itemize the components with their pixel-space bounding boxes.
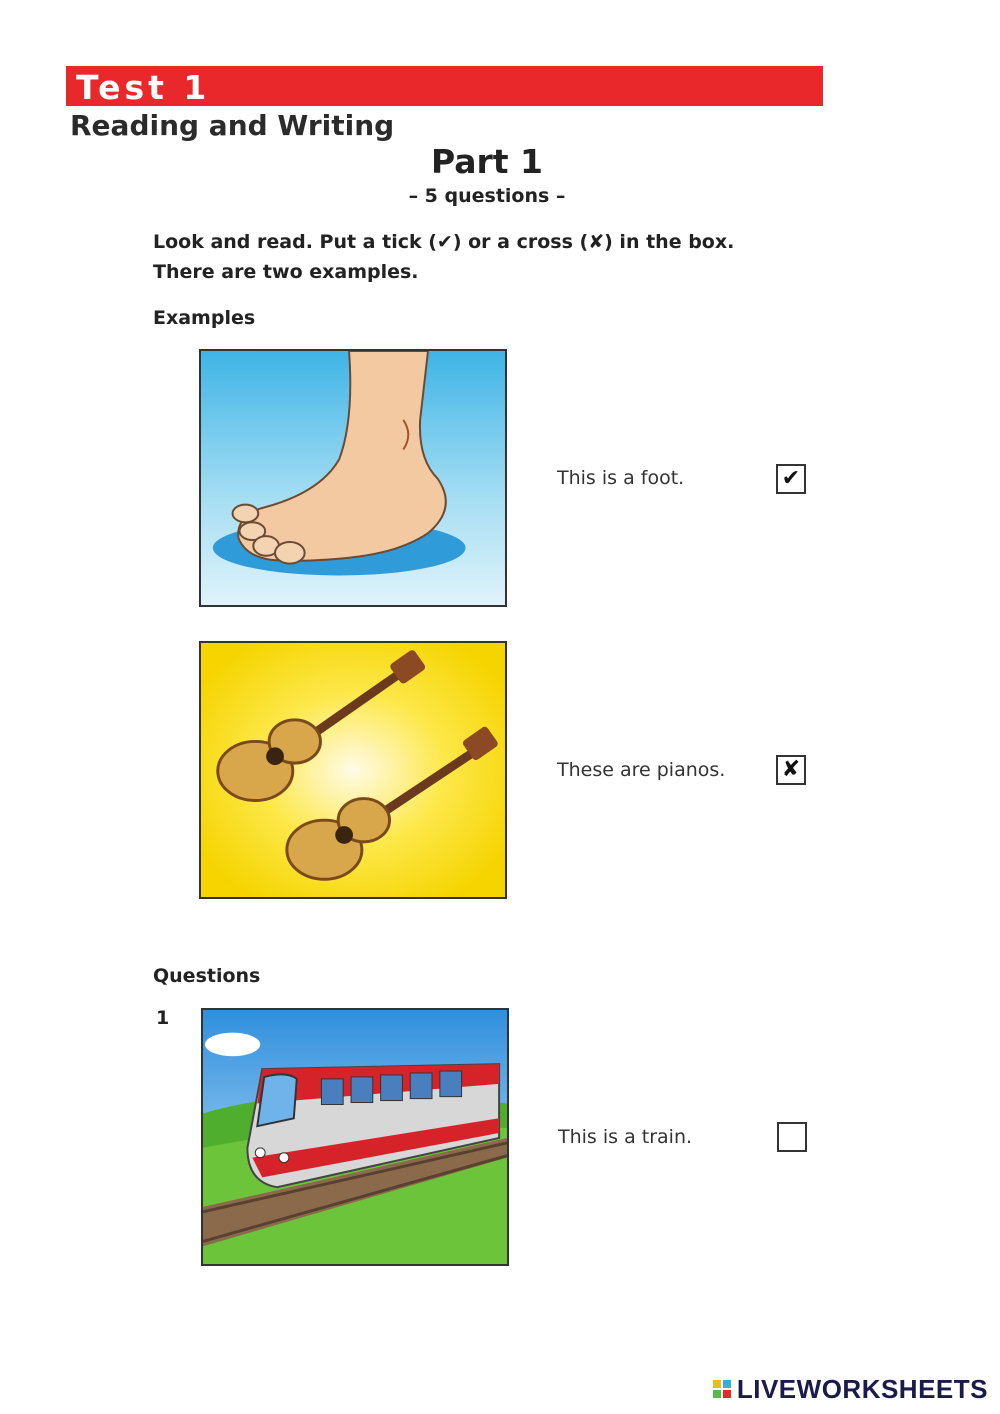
foot-picture xyxy=(199,349,507,607)
banner-title: Test 1 xyxy=(76,68,211,107)
instruction-line-2: There are two examples. xyxy=(153,261,419,283)
liveworksheets-logo xyxy=(713,1372,988,1406)
part-title: Part 1 xyxy=(430,142,544,181)
example-2-answer-box[interactable]: ✘ xyxy=(776,755,806,785)
train-picture xyxy=(201,1008,509,1266)
section-subtitle: Reading and Writing xyxy=(70,109,395,142)
example-1-sentence: This is a foot. xyxy=(557,467,685,489)
questions-heading: Questions xyxy=(153,965,261,987)
example-1-answer-box[interactable]: ✔ xyxy=(776,464,806,494)
question-1-sentence: This is a train. xyxy=(558,1126,693,1148)
question-1-number: 1 xyxy=(156,1007,170,1029)
guitars-picture xyxy=(199,641,507,899)
examples-heading: Examples xyxy=(153,307,256,329)
brand-icon xyxy=(713,1380,731,1398)
example-2-sentence: These are pianos. xyxy=(557,759,726,781)
brand-name: LIVEWORKSHEETS xyxy=(736,1373,988,1404)
part-question-count: – 5 questions – xyxy=(408,185,566,207)
instruction-line-1: Look and read. Put a tick (✔) or a cross (✘) in the box. xyxy=(153,231,735,253)
question-1-answer-box[interactable] xyxy=(777,1122,807,1152)
test-banner xyxy=(66,66,823,106)
